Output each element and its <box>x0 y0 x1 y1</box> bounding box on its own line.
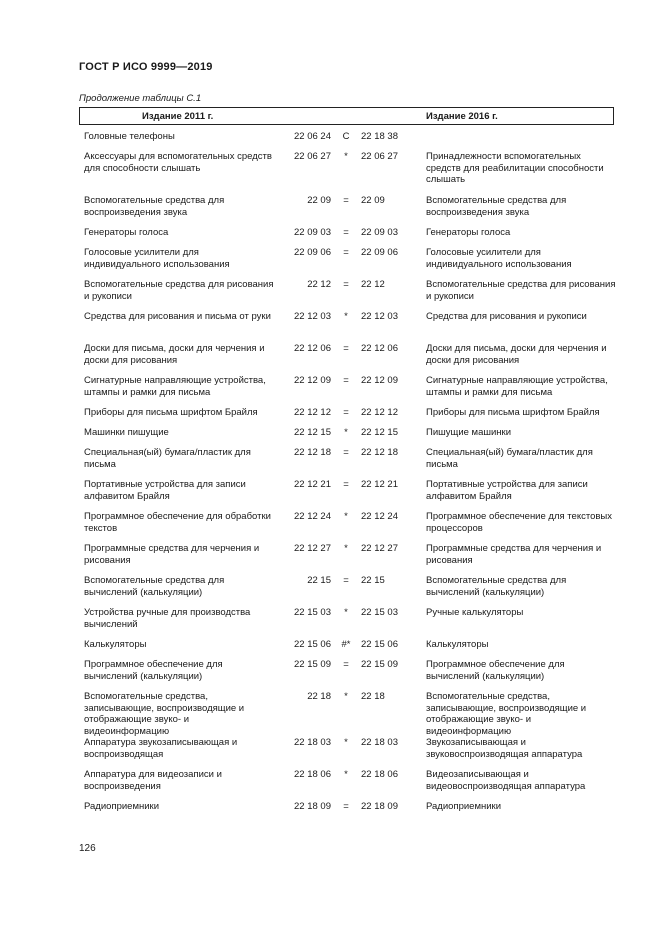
code-2011: 22 12 06 <box>294 343 331 354</box>
table-row <box>84 801 614 821</box>
name-2016: Вспомогательные средства, записывающие, воспроизводящие и отображающие звуко- и видеоинформацию <box>426 691 587 737</box>
code-2011: 22 12 12 <box>294 407 331 418</box>
code-2011: 22 12 21 <box>294 479 331 490</box>
relation-symbol: = <box>343 801 349 812</box>
code-2016: 22 15 09 <box>361 659 398 670</box>
relation-symbol: = <box>343 195 349 206</box>
table-row <box>84 343 614 375</box>
name-2011: Машинки пишущие <box>84 427 169 438</box>
name-2016: Приборы для письма шрифтом Брайля <box>426 407 600 418</box>
name-2016: Радиоприемники <box>426 801 502 812</box>
name-2016: Доски для письма, доски для черчения и доски для рисования <box>426 343 607 366</box>
page-number: 126 <box>79 843 96 854</box>
code-2011: 22 09 <box>307 195 331 206</box>
relation-symbol: = <box>343 227 349 238</box>
name-2011: Специальная(ый) бумага/пластик для письма <box>84 447 251 470</box>
code-2011: 22 06 24 <box>294 131 331 142</box>
table-row <box>84 151 614 195</box>
name-2011: Радиоприемники <box>84 801 160 812</box>
name-2011: Калькуляторы <box>84 639 147 650</box>
code-2016: 22 12 09 <box>361 375 398 386</box>
name-2011: Голосовые усилители для индивидуального использования <box>84 247 230 270</box>
table-row <box>84 375 614 407</box>
name-2016: Видеозаписывающая и видеовоспроизводящая аппаратура <box>426 769 586 792</box>
name-2016: Голосовые усилители для индивидуального использования <box>426 247 572 270</box>
name-2011: Вспомогательные средства для вычислений (калькуляции) <box>84 575 225 598</box>
name-2016: Вспомогательные средства для рисования и рукописи <box>426 279 616 302</box>
name-2011: Средства для рисования и письма от руки <box>84 311 271 322</box>
relation-symbol: = <box>343 575 349 586</box>
name-2011: Вспомогательные средства, записывающие, воспроизводящие и отображающие звуко- и видеоинформацию <box>84 691 245 737</box>
code-2016: 22 18 09 <box>361 801 398 812</box>
code-2016: 22 12 27 <box>361 543 398 554</box>
table-header <box>79 107 614 125</box>
name-2011: Программное обеспечение для вычислений (калькуляции) <box>84 659 223 682</box>
table-row <box>84 511 614 543</box>
relation-symbol: = <box>343 447 349 458</box>
name-2016: Программные средства для черчения и рисования <box>426 543 602 566</box>
code-2011: 22 15 09 <box>294 659 331 670</box>
code-2016: 22 18 <box>361 691 385 702</box>
code-2011: 22 18 09 <box>294 801 331 812</box>
code-2011: 22 18 06 <box>294 769 331 780</box>
code-2016: 22 12 <box>361 279 385 290</box>
name-2016: Вспомогательные средства для воспроизведения звука <box>426 195 567 218</box>
name-2011: Сигнатурные направляющие устройства, штампы и рамки для письма <box>84 375 266 398</box>
code-2016: 22 18 03 <box>361 737 398 748</box>
table-row <box>84 659 614 691</box>
relation-symbol: = <box>343 247 349 258</box>
relation-symbol: = <box>343 479 349 490</box>
code-2016: 22 09 06 <box>361 247 398 258</box>
code-2016: 22 06 27 <box>361 151 398 162</box>
table-row <box>84 607 614 639</box>
code-2011: 22 12 09 <box>294 375 331 386</box>
relation-symbol: * <box>344 737 348 748</box>
code-2016: 22 12 24 <box>361 511 398 522</box>
code-2011: 22 15 <box>307 575 331 586</box>
relation-symbol: * <box>344 427 348 438</box>
table-row <box>84 427 614 447</box>
code-2011: 22 12 18 <box>294 447 331 458</box>
relation-symbol: * <box>344 311 348 322</box>
header-edition-2016: Издание 2016 г. <box>426 111 498 122</box>
table-row <box>84 311 614 343</box>
relation-symbol: * <box>344 543 348 554</box>
standard-header: ГОСТ Р ИСО 9999—2019 <box>79 61 213 73</box>
name-2011: Вспомогательные средства для воспроизведения звука <box>84 195 225 218</box>
code-2016: 22 12 21 <box>361 479 398 490</box>
table-row <box>84 769 614 801</box>
relation-symbol: = <box>343 659 349 670</box>
code-2016: 22 12 12 <box>361 407 398 418</box>
name-2016: Звукозаписывающая и звуковоспроизводящая аппаратура <box>426 737 583 760</box>
code-2016: 22 12 03 <box>361 311 398 322</box>
name-2011: Портативные устройства для записи алфавитом Брайля <box>84 479 246 502</box>
name-2016: Пишущие машинки <box>426 427 512 438</box>
table-row <box>84 131 614 151</box>
table-body <box>84 131 614 821</box>
name-2011: Головные телефоны <box>84 131 175 142</box>
name-2011: Аксессуары для вспомогательных средств для способности слышать <box>84 151 272 174</box>
code-2011: 22 15 03 <box>294 607 331 618</box>
name-2011: Устройства ручные для производства вычислений <box>84 607 251 630</box>
name-2011: Генераторы голоса <box>84 227 169 238</box>
name-2016: Генераторы голоса <box>426 227 511 238</box>
table-caption: Продолжение таблицы С.1 <box>79 93 202 104</box>
relation-symbol: = <box>343 343 349 354</box>
name-2016: Калькуляторы <box>426 639 489 650</box>
relation-symbol: = <box>343 407 349 418</box>
code-2011: 22 12 24 <box>294 511 331 522</box>
code-2016: 22 15 03 <box>361 607 398 618</box>
name-2016: Специальная(ый) бумага/пластик для письма <box>426 447 593 470</box>
name-2011: Приборы для письма шрифтом Брайля <box>84 407 258 418</box>
table-row <box>84 479 614 511</box>
name-2016: Программное обеспечение для вычислений (калькуляции) <box>426 659 565 682</box>
code-2016: 22 12 06 <box>361 343 398 354</box>
code-2011: 22 09 03 <box>294 227 331 238</box>
code-2011: 22 06 27 <box>294 151 331 162</box>
relation-symbol: * <box>344 691 348 702</box>
table-row <box>84 575 614 607</box>
code-2011: 22 15 06 <box>294 639 331 650</box>
name-2011: Вспомогательные средства для рисования и рукописи <box>84 279 274 302</box>
name-2016: Программное обеспечение для текстовых процессоров <box>426 511 612 534</box>
code-2011: 22 09 06 <box>294 247 331 258</box>
name-2011: Аппаратура для видеозаписи и воспроизведения <box>84 769 222 792</box>
table-row <box>84 691 614 737</box>
relation-symbol: #* <box>341 639 351 650</box>
table-row <box>84 447 614 479</box>
code-2016: 22 09 <box>361 195 385 206</box>
code-2016: 22 15 <box>361 575 385 586</box>
table-row <box>84 227 614 247</box>
table-row <box>84 407 614 427</box>
table-row <box>84 737 614 769</box>
code-2016: 22 12 18 <box>361 447 398 458</box>
name-2016: Вспомогательные средства для вычислений (калькуляции) <box>426 575 567 598</box>
relation-symbol: * <box>344 769 348 780</box>
code-2016: 22 12 15 <box>361 427 398 438</box>
header-edition-2011: Издание 2011 г. <box>142 111 214 122</box>
code-2011: 22 18 <box>307 691 331 702</box>
table-row <box>84 247 614 279</box>
table-row <box>84 279 614 311</box>
code-2011: 22 12 27 <box>294 543 331 554</box>
code-2011: 22 18 03 <box>294 737 331 748</box>
code-2016: 22 18 06 <box>361 769 398 780</box>
name-2016: Принадлежности вспомогательных средств для реабилитации способности слышать <box>426 151 604 185</box>
code-2011: 22 12 15 <box>294 427 331 438</box>
relation-symbol: C <box>342 131 350 142</box>
relation-symbol: * <box>344 151 348 162</box>
relation-symbol: = <box>343 279 349 290</box>
table-row <box>84 639 614 659</box>
code-2011: 22 12 <box>307 279 331 290</box>
table-row <box>84 543 614 575</box>
name-2011: Аппаратура звукозаписывающая и воспроизводящая <box>84 737 238 760</box>
name-2016: Средства для рисования и рукописи <box>426 311 587 322</box>
relation-symbol: * <box>344 511 348 522</box>
name-2016: Портативные устройства для записи алфавитом Брайля <box>426 479 588 502</box>
name-2011: Программное обеспечение для обработки текстов <box>84 511 271 534</box>
code-2011: 22 12 03 <box>294 311 331 322</box>
code-2016: 22 15 06 <box>361 639 398 650</box>
name-2011: Доски для письма, доски для черчения и доски для рисования <box>84 343 265 366</box>
table-row <box>84 195 614 227</box>
code-2016: 22 18 38 <box>361 131 398 142</box>
name-2011: Программные средства для черчения и рисования <box>84 543 260 566</box>
relation-symbol: * <box>344 607 348 618</box>
relation-symbol: = <box>343 375 349 386</box>
name-2016: Ручные калькуляторы <box>426 607 524 618</box>
name-2016: Сигнатурные направляющие устройства, штампы и рамки для письма <box>426 375 608 398</box>
code-2016: 22 09 03 <box>361 227 398 238</box>
